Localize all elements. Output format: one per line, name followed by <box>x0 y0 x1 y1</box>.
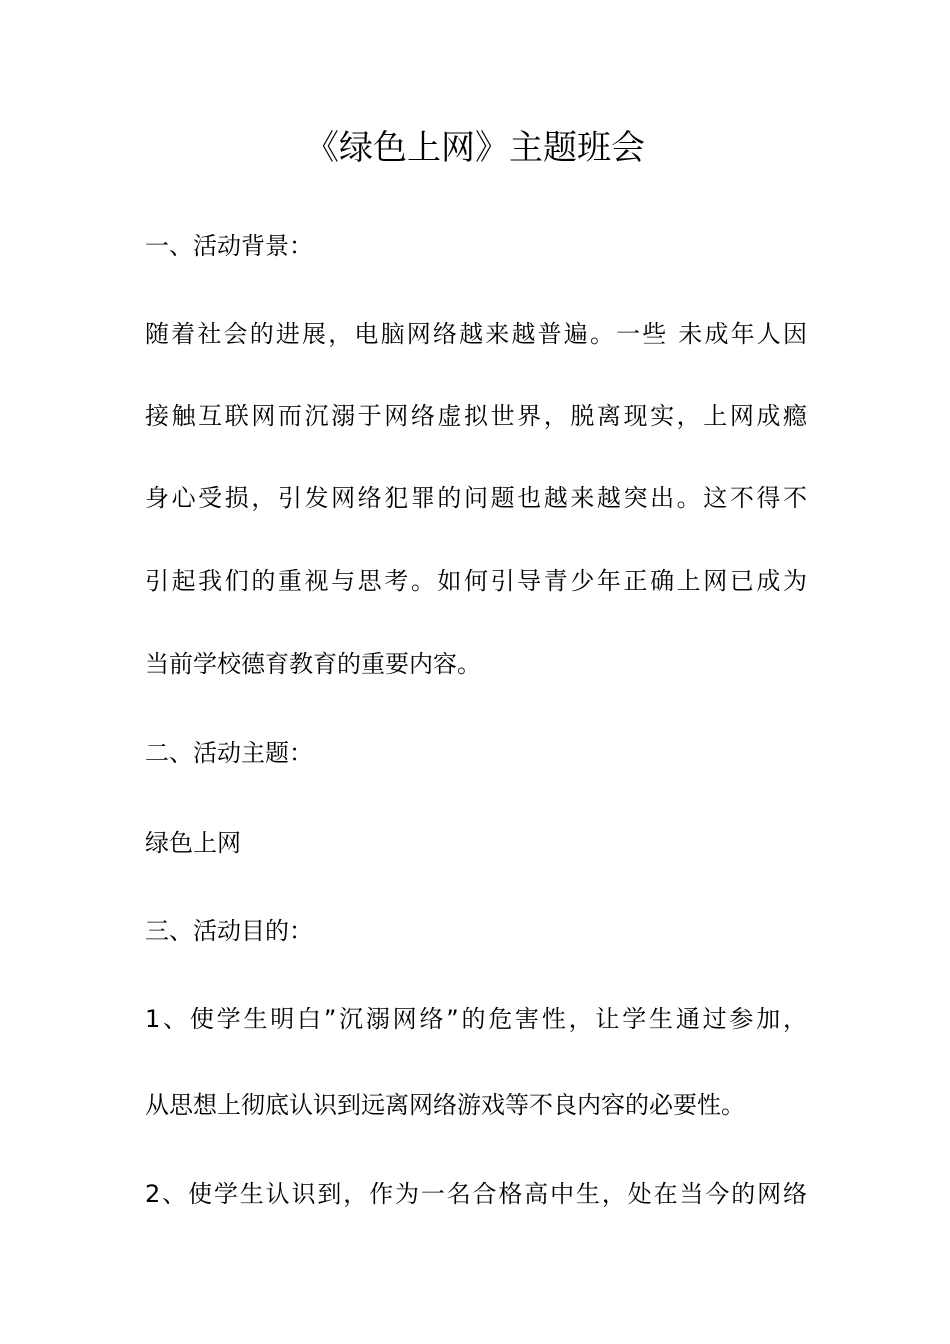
paragraph-line: 绿色上网 <box>145 829 241 857</box>
paragraph-line: 从思想上彻底认识到远离网络游戏等不良内容的必要性。 <box>145 1091 745 1119</box>
paragraph-line: 引起我们的重视与思考。如何引导青少年正确上网已成为 <box>145 567 807 595</box>
paragraph-line: 2、使学生认识到，作为一名合格高中生，处在当今的网络 <box>145 1180 807 1208</box>
paragraph-line: 当前学校德育教育的重要内容。 <box>145 650 481 678</box>
paragraph-line: 1、使学生明白”沉溺网络”的危害性，让学生通过参加， <box>145 1005 807 1033</box>
section-heading-background: 一、活动背景： <box>145 232 313 260</box>
paragraph-line: 身心受损，引发网络犯罪的问题也越来越突出。这不得不 <box>145 484 807 512</box>
document-title: 《绿色上网》主题班会 <box>305 128 645 168</box>
section-heading-purpose: 三、活动目的： <box>145 917 313 945</box>
paragraph-line: 随着社会的进展，电脑网络越来越普遍。一些 未成年人因 <box>145 320 807 348</box>
paragraph-line: 接触互联网而沉溺于网络虚拟世界，脱离现实，上网成瘾 <box>145 402 807 430</box>
section-heading-theme: 二、活动主题： <box>145 739 313 767</box>
